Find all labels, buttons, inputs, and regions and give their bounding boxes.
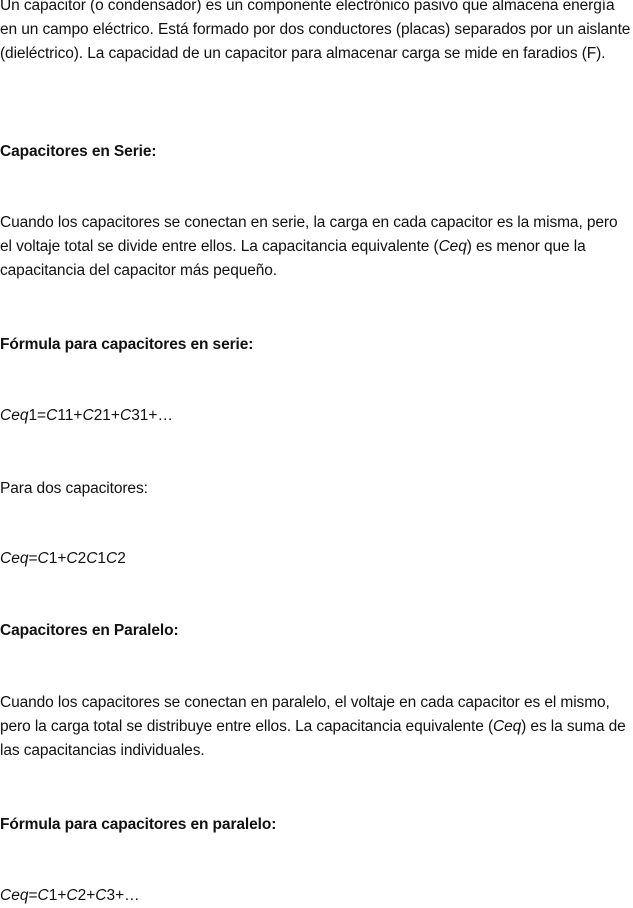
formula-var: C [119,407,132,424]
formula-text: 1+ [48,550,67,567]
two-caps-label: Para dos capacitores: [0,480,148,497]
formula-var: C [37,550,49,567]
intro-paragraph: Un capacitor (o condensador) es un componente electrónico pasivo que almacena energía en un campo eléctrico. Está formado por dos conductores (placas) separados por un aislante (dieléctrico). La capacidad de un capacitor para almacenar carga se mide en faradios (F). [0,0,631,62]
formula-var: C [82,407,94,424]
paralelo-description [0,691,633,763]
formula-text: = [28,887,38,904]
formula-var: C [86,550,98,567]
formula-text: 3+… [106,887,140,904]
paralelo-description-before: Cuando los capacitores se conectan en paralelo, el voltaje en cada capacitor es el mismo, pero la carga total se distribuye entre ellos. La capacitancia equivalente ( [0,694,610,735]
serie-description-before: Cuando los capacitores se conectan en serie, la carga en cada capacitor es la misma, pero el voltaje total se divide entre ellos. La capacitancia equivalente ( [0,214,618,255]
formula-text: 21+ [93,407,120,424]
formula-text: 31+… [131,407,173,424]
paralelo-heading: Capacitores en Paralelo: [0,622,179,639]
paralelo-formula [0,884,633,908]
formula-var: Ceq [0,550,29,567]
formula-var: C [66,550,78,567]
serie-heading: Capacitores en Serie: [0,143,157,160]
formula-var: C [106,550,118,567]
formula-text: 2+ [77,887,96,904]
formula-text: 11+ [57,407,83,424]
formula-text: 1= [28,407,47,424]
serie-formula [0,404,633,428]
formula-var: Ceq [0,887,29,904]
formula-text: 2 [117,550,126,567]
formula-var: C [37,887,49,904]
formula-var: C [66,887,78,904]
two-caps-formula [0,547,633,571]
formula-var: Ceq [0,407,29,424]
formula-var: C [95,887,107,904]
formula-text: 1 [97,550,107,567]
formula-text: 2 [77,550,87,567]
serie-description [0,211,633,283]
serie-description-after: ) es menor que la capacitancia del capacitor más pequeño. [0,238,586,279]
serie-description-ceq: Ceq [438,238,467,255]
serie-formula-heading: Fórmula para capacitores en serie: [0,336,254,353]
paralelo-description-ceq: Ceq [493,718,522,735]
paralelo-formula-heading: Fórmula para capacitores en paralelo: [0,816,277,833]
formula-text: 1+ [48,887,67,904]
formula-text: = [28,550,38,567]
formula-var: C [46,407,58,424]
paralelo-description-after: ) es la suma de las capacitancias individuales. [0,718,626,759]
